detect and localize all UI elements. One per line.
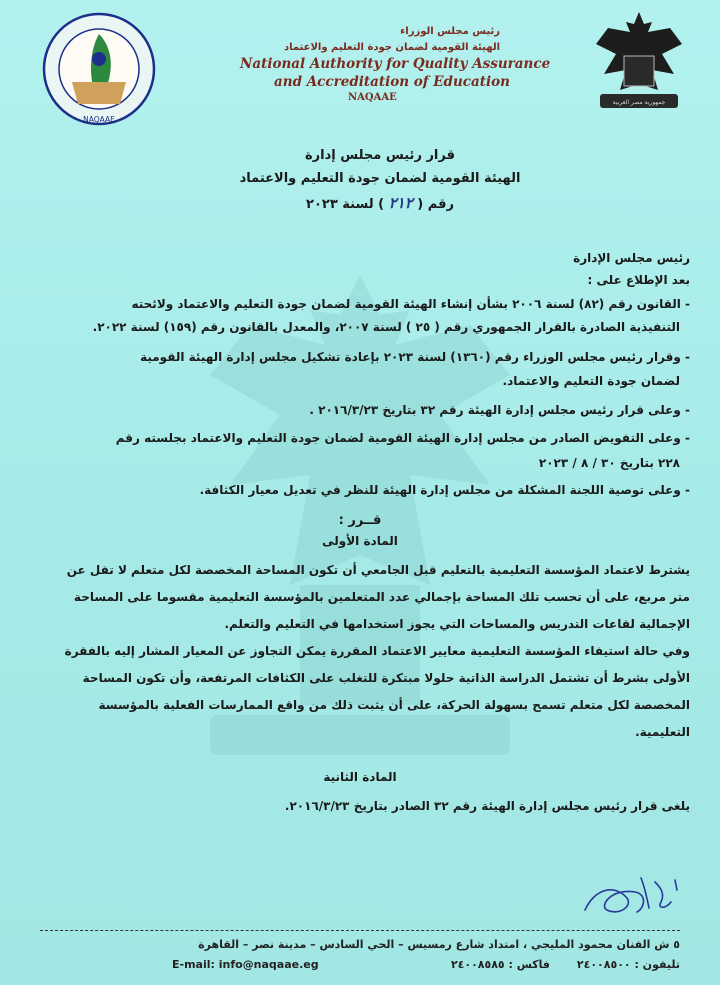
preamble-issuer: رئيس مجلس الإدارة (573, 251, 690, 265)
article1-line: المخصصة لكل متعلم تسمح بسهولة الحركة، على أن يثبت ذلك من واقع الممارسات الفعلية بالمؤسسة (98, 698, 690, 712)
article1-line: الإجمالية لقاعات التدريس والمساحات التي يجوز استخدامها في التعليم والتعلم. (224, 617, 690, 631)
decision-title-line3 (270, 194, 490, 212)
decision-number-suffix: ) لسنة ٢٠٢٣ (306, 197, 385, 212)
footer-fax: فاكس : ٢٤٠٠٨٥٨٥ (450, 958, 550, 971)
footer-divider (40, 930, 680, 931)
list-item: ٢٢٨ بتاريخ ٣٠ / ٨ / ٢٠٢٣ (538, 456, 680, 470)
decision-title-line2: الهيئة القومية لضمان جودة التعليم والاعتماد (239, 171, 521, 186)
list-item: - وعلى التفويض الصادر من مجلس إدارة الهيئة القومية لضمان جودة التعليم والاعتماد بجلسته رقم (115, 431, 690, 445)
header-ar-line1: رئيس مجلس الوزراء (400, 26, 500, 37)
article2-text: يلغى قرار رئيس مجلس إدارة الهيئة رقم ٣٢ الصادر بتاريخ ٢٠١٦/٣/٢٣. (284, 799, 690, 813)
list-item: - وعلى توصية اللجنة المشكلة من مجلس إدارة الهيئة للنظر في تعديل معيار الكثافة. (199, 483, 690, 497)
footer-address: ٥ ش الفنان محمود المليجي ، امتداد شارع رمسيس – الحي السادس – مدينة نصر – القاهرة (198, 938, 680, 951)
footer-phone: تليفون : ٢٤٠٠٨٥٠٠ (576, 958, 680, 971)
article1-heading: المادة الأولى (322, 534, 398, 548)
decided-heading: قــرر : (338, 513, 382, 528)
decision-number-handwritten: ٢١٢ (388, 194, 413, 212)
article1-line: الأولى بشرط أن تشتمل الدراسة الذاتية حلولا مبتكرة للتغلب على الكثافات المرتفعة، وأن تكون المساحة (82, 671, 690, 685)
footer-email: E-mail: info@naqaae.eg (172, 958, 319, 971)
preamble-after-review: بعد الإطلاع على : (587, 273, 690, 287)
article1-line: التعليمية. (635, 725, 690, 739)
list-item: لضمان جودة التعليم والاعتماد. (502, 374, 680, 388)
list-item: - وعلى قرار رئيس مجلس إدارة الهيئة رقم ٣٢ بتاريخ ٢٠١٦/٣/٢٣ . (309, 403, 690, 417)
naqaae-seal-logo (42, 12, 156, 126)
svg-text:NAQAAE: NAQAAE (83, 115, 115, 124)
egypt-eagle-emblem (590, 6, 688, 116)
header-en-line1: National Authority for Quality Assurance (240, 56, 551, 72)
decision-title-line1: قرار رئيس مجلس إدارة (304, 148, 455, 163)
list-item: - القانون رقم (٨٢) لسنة ٢٠٠٦ بشأن إنشاء الهيئة القومية لضمان جودة التعليم والاعتماد ولائحته (131, 297, 690, 311)
list-item: - وقرار رئيس مجلس الوزراء رقم (١٣٦٠) لسنة ٢٠٢٣ بإعادة تشكيل مجلس إدارة الهيئة القومية (140, 350, 690, 364)
decision-number-prefix: رقم ( (417, 197, 454, 212)
article1-line: متر مربع، على أن تحسب تلك المساحة بإجمالي عدد المتعلمين بالمؤسسة التعليمية مقسوما على المساحة (73, 590, 690, 604)
list-item: التنفيذية الصادرة بالقرار الجمهوري رقم ( ٢٥ ) لسنة ٢٠٠٧، والمعدل بالقانون رقم (١٥٩) لسنة ٢٠٢٢. (92, 320, 680, 334)
article2-heading: المادة الثانية (323, 770, 397, 784)
article1-line: يشترط لاعتماد المؤسسة التعليمية بالتعليم قبل الجامعي أن تكون المساحة المخصصة لكل متعلم لا تقل عن (66, 563, 690, 577)
handwritten-signature (575, 858, 685, 928)
article1-line: وفي حالة استيفاء المؤسسة التعليمية معايير الاعتماد المقررة يمكن التجاوز عن المعيار المشار إليه بالفقرة (64, 644, 690, 658)
header-en-line2: and Accreditation of Education (274, 74, 510, 90)
svg-text:جمهورية مصر العربية: جمهورية مصر العربية (612, 99, 666, 106)
header-en-abbr: NAQAAE (348, 92, 397, 103)
header-ar-line2: الهيئة القومية لضمان جودة التعليم والاعتماد (283, 42, 500, 53)
